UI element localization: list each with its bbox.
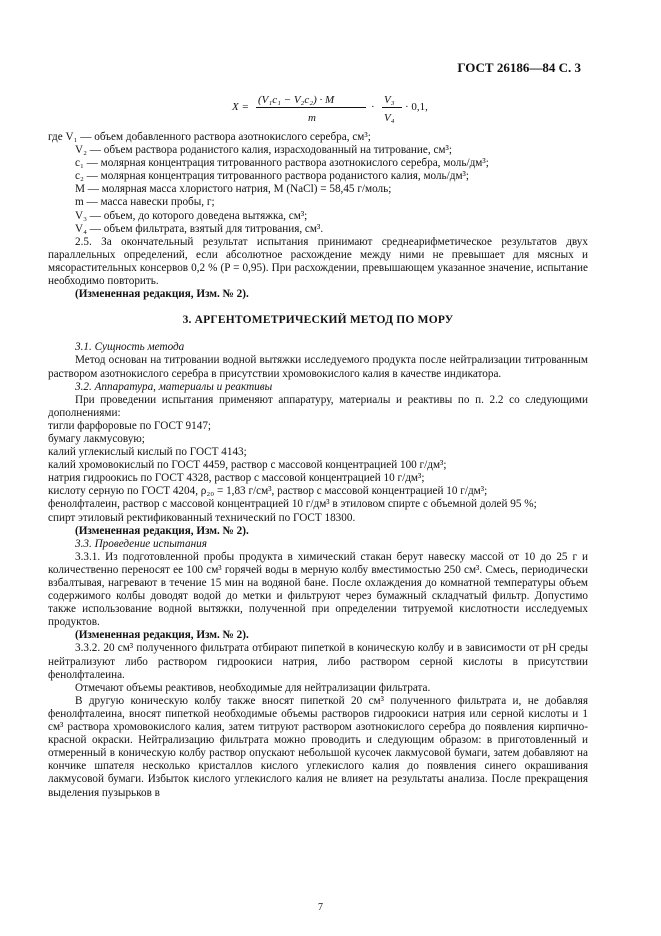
paragraph-3-3-2-note: Отмечают объемы реактивов, необходимые для нейтрализации фильтрата. <box>75 681 431 694</box>
page-header: ГОСТ 26186—84 С. 3 <box>457 60 581 75</box>
fraction-bar <box>256 107 366 108</box>
amendment-note: (Измененная редакция, Изм. № 2). <box>75 629 249 642</box>
section-title: 3. АРГЕНТОМЕТРИЧЕСКИЙ МЕТОД ПО МОРУ <box>182 314 454 327</box>
definition: c₁ — молярная концентрация титрованного раствора азотнокислого серебра, моль/дм³; <box>75 157 489 170</box>
paragraph-3-3-2-procedure: В другую коническую колбу также вносят пипеткой 20 см³ полученного фильтрата и, не добавляя фенолфталеина, вносят пипеткой необходимые объемы растворов гидроокиси натрия или серной кислоты и 1 см³ раствора хромовокислого калия, затем титруют раствором азотнокислого серебра до появления кирпично-красной окраски. Нейтрализацию фильтрата можно проводить и следующим образом: в приготовленный и отмеренный в коническую колбу раствор опускают небольшой кусочек лакмусовой бумаги, затем добавляют на кончике шпателя несколько кристаллов кислого углекислого калия до появления синего окрашивания лакмусовой бумаги. Избыток кислого углекислого калия не влияет на результаты анализа. После прекращения выделения пузырьков в <box>48 694 588 799</box>
paragraph-3-2-intro: При проведении испытания применяют аппаратуру, материалы и реактивы по п. 2.2 со следующими дополнениями: <box>48 393 588 419</box>
formula-ratio-numerator: V₃ <box>384 94 395 106</box>
formula-denominator: m <box>308 112 316 124</box>
list-item: фенолфталеин, раствор с массовой концентрацией 10 г/дм³ в этиловом спирте с объемной долей 95 %; <box>48 498 537 511</box>
formula-ratio-denominator: V₄ <box>384 112 395 124</box>
list-item: кислоту серную по ГОСТ 4204, ρ₂₀ = 1,83 г/см³, раствор с массовой концентрацией 10 г/дм³; <box>48 485 488 498</box>
definition: m — масса навески пробы, г; <box>75 196 215 209</box>
document-body <box>48 131 588 800</box>
list-item: спирт этиловый ректификованный технический по ГОСТ 18300. <box>48 511 356 524</box>
subsection-heading: 3.2. Аппаратура, материалы и реактивы <box>75 380 273 393</box>
amendment-note: (Измененная редакция, Изм. № 2). <box>75 288 249 301</box>
paragraph-3-3-1: 3.3.1. Из подготовленной пробы продукта в химический стакан берут навеску массой от 10 до 25 г и количественно переносят ее 100 см³ горячей воды в мерную колбу вместимостью 250 см³. Смесь, периодически взбалтывая, нагревают в течение 15 мин на водяной бане. После охлаждения до комнатной температуры объем содержимого колбы доводят водой до метки и фильтруют через бумажный складчатый фильтр. Допустимо также использование водной вытяжки, полученной при определении титруемой кислотности исследуемых продуктов. <box>48 550 588 629</box>
list-item: бумагу лакмусовую; <box>48 432 145 445</box>
list-item: калий хромовокислый по ГОСТ 4459, раствор с массовой концентрацией 100 г/дм³; <box>48 459 447 472</box>
fraction-bar-2 <box>382 107 402 108</box>
amendment-note: (Измененная редакция, Изм. № 2). <box>75 524 249 537</box>
definition: где V₁ — объем добавленного раствора азотнокислого серебра, см³; <box>48 131 371 143</box>
subsection-heading: 3.3. Проведение испытания <box>75 537 207 550</box>
formula-tail: · 0,1, <box>405 101 428 113</box>
formula <box>232 94 472 128</box>
paragraph-2-5: 2.5. За окончательный результат испытания принимают среднеарифметическое результатов двух параллельных определений, если абсолютное расхождение между ними не превышает для мясных и мясорастительных консервов 0,2 % (P = 0,95). При расхождении, превышающем указанное значение, испытание необходимо повторить. <box>48 235 588 288</box>
definition: M — молярная масса хлористого натрия, M (NaCl) = 58,45 г/моль; <box>75 183 392 196</box>
paragraph-3-1: Метод основан на титровании водной вытяжки исследуемого продукта после нейтрализации титрованным раствором азотнокислого серебра в присутствии хромовокислого калия в качестве индикатора. <box>48 354 588 380</box>
definition: V₂ — объем раствора роданистого калия, израсходованный на титрование, см³; <box>75 144 452 157</box>
formula-numerator: (V₁c₁ − V₂c₂) · M <box>258 94 335 106</box>
list-item: тигли фарфоровые по ГОСТ 9147; <box>48 419 212 432</box>
page-number: 7 <box>318 902 323 913</box>
list-item: натрия гидроокись по ГОСТ 4328, раствор с массовой концентрацией 10 г/дм³; <box>48 472 425 485</box>
formula-lhs: X = <box>232 101 249 113</box>
formula-dot: · <box>371 101 375 113</box>
subsection-heading: 3.1. Сущность метода <box>75 341 185 354</box>
definition: c₂ — молярная концентрация титрованного раствора роданистого калия, моль/дм³; <box>75 170 469 183</box>
definition: V₄ — объем фильтрата, взятый для титрования, см³. <box>75 222 324 235</box>
paragraph-3-3-2: 3.3.2. 20 см³ полученного фильтрата отбирают пипеткой в коническую колбу и в зависимости от pH среды нейтрализуют либо раствором гидроокиси натрия, либо раствором серной кислоты в присутствии фенолфталеина. <box>48 642 588 681</box>
definition: V₃ — объем, до которого доведена вытяжка, см³; <box>75 209 308 222</box>
list-item: калий углекислый кислый по ГОСТ 4143; <box>48 446 247 459</box>
